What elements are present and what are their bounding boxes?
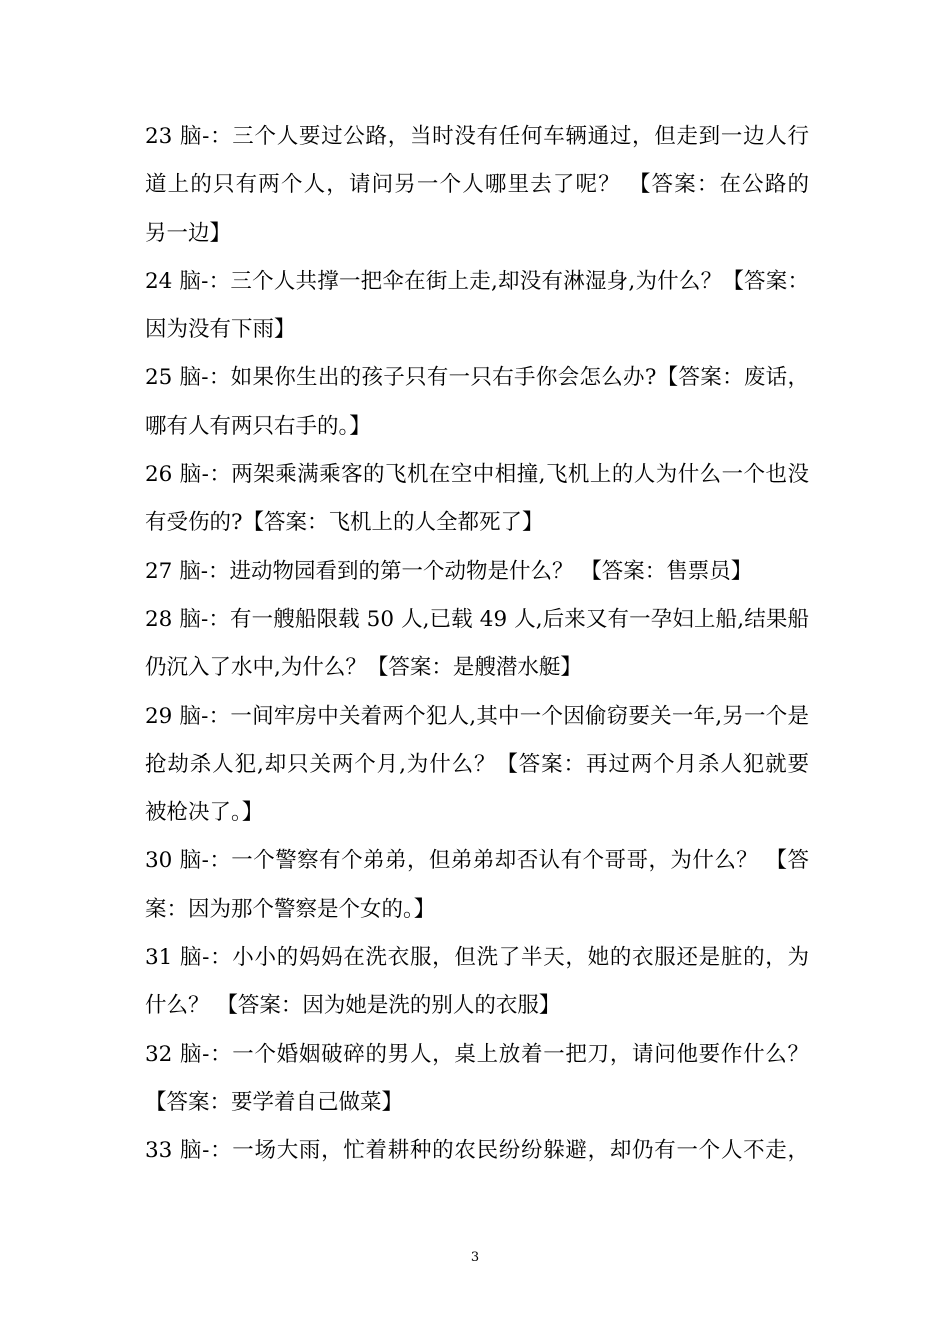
text-line: 被枪决了。】 <box>145 800 264 826</box>
text-line: 26 脑-：两架乘满乘客的飞机在空中相撞,飞机上的人为什么一个也没 <box>145 462 809 488</box>
text-line: 23 脑-：三个人要过公路，当时没有任何车辆通过，但走到一边人行 <box>145 124 809 149</box>
text-line: 24 脑-：三个人共撑一把伞在街上走,却没有淋湿身,为什么？【答案： <box>145 268 809 294</box>
page-number: 3 <box>470 1250 480 1265</box>
text-line: 29 脑-：一间牢房中关着两个犯人,其中一个因偷窃要关一年,另一个是 <box>145 703 809 729</box>
text-line: 27 脑-：进动物园看到的第一个动物是什么？ 【答案：售票员】 <box>145 558 753 584</box>
text-line: 道上的只有两个人，请问另一个人哪里去了呢？ 【答案：在公路的 <box>145 172 809 198</box>
text-line: 案：因为那个警察是个女的。】 <box>145 896 436 922</box>
text-line: 另一边】 <box>145 220 232 246</box>
text-line: 因为没有下雨】 <box>145 317 296 343</box>
text-line: 仍沉入了水中,为什么？【答案：是艘潜水艇】 <box>145 655 582 681</box>
text-line: 32 脑-：一个婚姻破碎的男人，桌上放着一把刀，请问他要作什么？ <box>145 1041 809 1067</box>
text-line: 28 脑-：有一艘船限载 50 人,已载 49 人,后来又有一孕妇上船,结果船 <box>145 606 809 632</box>
text-line: 有受伤的?【答案：飞机上的人全都死了】 <box>145 510 544 536</box>
document-body <box>145 113 809 1176</box>
text-line: 什么？ 【答案：因为她是洗的别人的衣服】 <box>145 993 561 1019</box>
text-line: 33 脑-：一场大雨，忙着耕种的农民纷纷躲避，却仍有一个人不走， <box>145 1138 809 1164</box>
text-line: 30 脑-：一个警察有个弟弟，但弟弟却否认有个哥哥，为什么？ 【答 <box>145 848 809 874</box>
text-line: 抢劫杀人犯,却只关两个月,为什么？【答案：再过两个月杀人犯就要 <box>145 751 809 777</box>
text-line: 哪有人有两只右手的。】 <box>145 413 371 439</box>
text-line: 【答案：要学着自己做菜】 <box>145 1089 404 1115</box>
text-line: 25 脑-：如果你生出的孩子只有一只右手你会怎么办?【答案：废话， <box>145 365 809 391</box>
text-line: 31 脑-：小小的妈妈在洗衣服，但洗了半天，她的衣服还是脏的，为 <box>145 945 809 971</box>
